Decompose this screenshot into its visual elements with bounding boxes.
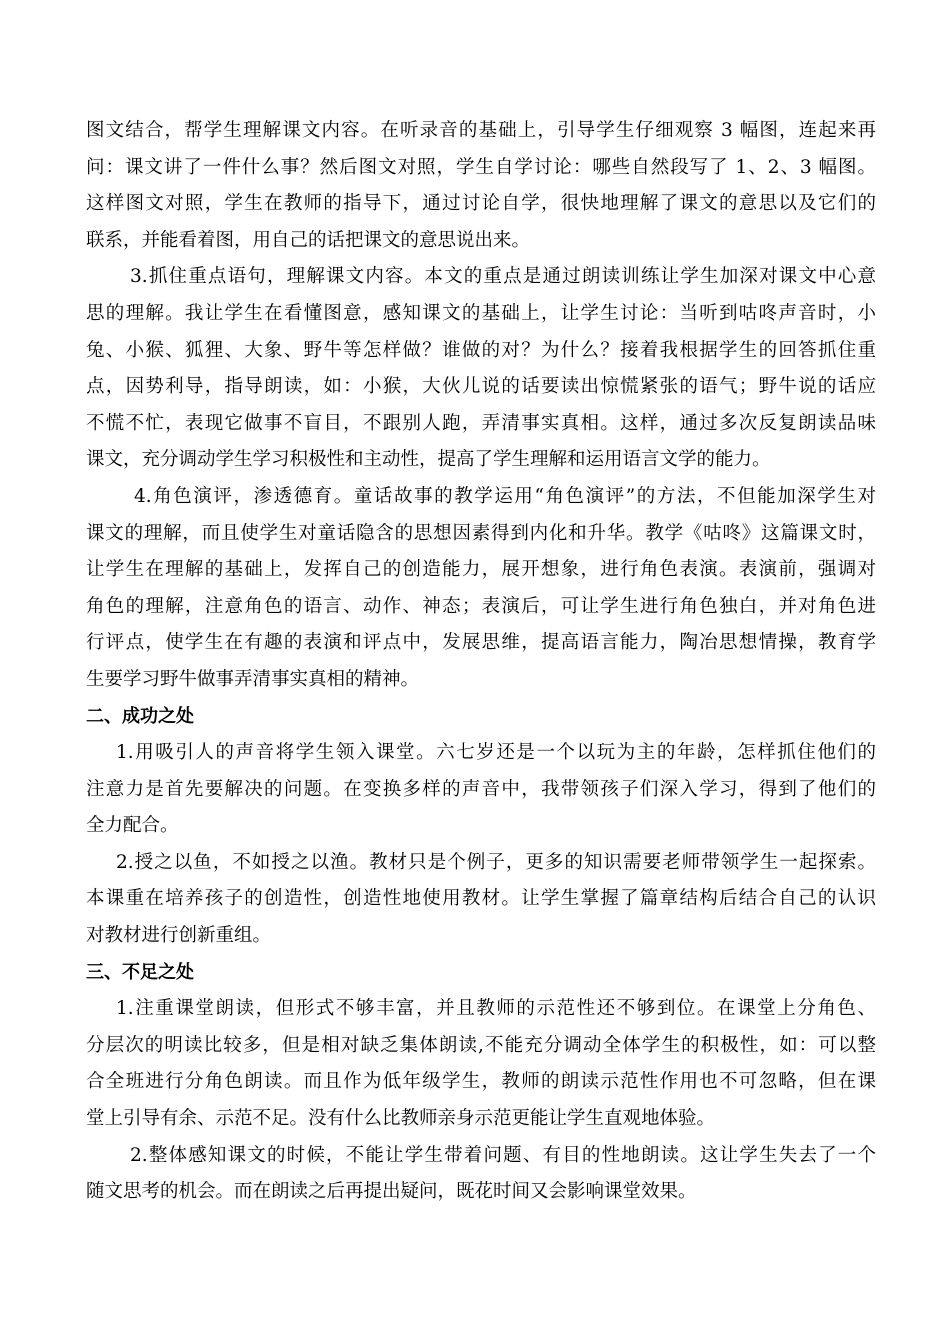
text-line: 堂上引导有余、示范不足。没有什么比教师亲身示范更能让学生直观地体验。 [86,1108,716,1130]
text-line: 课文，充分调动学生学习积极性和主动性，提高了学生理解和运用语言文学的能力。 [86,449,771,471]
text-line: 角色的理解，注意角色的语言、动作、神态；表演后，可让学生进行角色独白，并对角色进 [86,595,876,617]
text-line: 行评点，使学生在有趣的表演和评点中，发展思维，提高语言能力，陶冶思想情操，教育学 [86,632,876,654]
text-line: 课文的理解，而且使学生对童话隐含的思想因素得到内化和升华。教学《咕咚》这篇课文时， [86,522,876,544]
section-3-heading: 三、不足之处 [86,961,194,983]
point-3-paragraph [86,259,876,479]
text-line: 随文思考的机会。而在朗读之后再提出疑问，既花时间又会影响课堂效果。 [86,1181,697,1203]
intro-paragraph [86,113,876,259]
section-2-point-1 [86,735,876,845]
text-line: 1.用吸引人的声音将学生领入课堂。六七岁还是一个以玩为主的年龄，怎样抓住他们的 [116,742,876,764]
text-line: 1.注重课堂朗读，但形式不够丰富，并且教师的示范性还不够到位。在课堂上分角色、 [116,998,876,1020]
text-line: 全力配合。 [86,815,179,837]
text-line: 4.角色演评，渗透德育。童话故事的教学运用“角色演评”的方法，不但能加深学生对 [134,485,876,507]
text-line: 问：课文讲了一件什么事？然后图文对照，学生自学讨论：哪些自然段写了 1、2、3 幅图。 [86,156,876,178]
text-line: 合全班进行分角色朗读。而且作为低年级学生，教师的朗读示范性作用也不可忽略，但在课 [86,1071,876,1093]
text-line: 不慌不忙，表现它做事不盲目，不跟别人跑，弄清事实真相。这样，通过多次反复朗读品味 [86,412,876,434]
section-2-heading: 二、成功之处 [86,705,194,727]
text-line: 对教材进行创新重组。 [86,925,272,947]
section-2-point-2 [86,845,876,955]
section-3-point-2 [86,1138,876,1211]
text-line: 思的理解。我让学生在看懂图意，感知课文的基础上，让学生讨论：当听到咕咚声音时，小 [86,302,876,324]
text-line: 兔、小猴、狐狸、大象、野牛等怎样做？谁做的对？为什么？接着我根据学生的回答抓住重 [86,339,876,361]
text-line: 生要学习野牛做事弄清事实真相的精神。 [86,668,420,690]
text-line: 分层次的明读比较多，但是相对缺乏集体朗读,不能充分调动全体学生的积极性，如：可以整 [86,1034,876,1056]
document-page [86,113,876,1211]
text-line: 注意力是首先要解决的问题。在变换多样的声音中，我带领孩子们深入学习，得到了他们的 [86,778,876,800]
text-line: 本课重在培养孩子的创造性，创造性地使用教材。让学生掌握了篇章结构后结合自己的认识 [86,888,876,910]
text-line: 2.整体感知课文的时候，不能让学生带着问题、有目的性地朗读。这让学生失去了一个 [130,1144,876,1166]
text-line: 这样图文对照，学生在教师的指导下，通过讨论自学，很快地理解了课文的意思以及它们的 [86,193,876,215]
text-line: 2.授之以鱼，不如授之以渔。教材只是个例子，更多的知识需要老师带领学生一起探索。 [116,851,876,873]
text-line: 3.抓住重点语句，理解课文内容。本文的重点是通过朗读训练让学生加深对课文中心意 [130,266,876,288]
text-line: 联系，并能看着图，用自己的话把课文的意思说出来。 [86,229,531,251]
text-line: 让学生在理解的基础上，发挥自己的创造能力，展开想象，进行角色表演。表演前，强调对 [86,559,876,581]
section-3-point-1 [86,991,876,1137]
point-4-paragraph [86,479,876,699]
text-line: 点，因势利导，指导朗读，如：小猴，大伙儿说的话要读出惊慌紧张的语气；野牛说的话应 [86,376,876,398]
text-line: 图文结合，帮学生理解课文内容。在听录音的基础上，引导学生仔细观察 3 幅图，连起来再 [86,120,876,141]
